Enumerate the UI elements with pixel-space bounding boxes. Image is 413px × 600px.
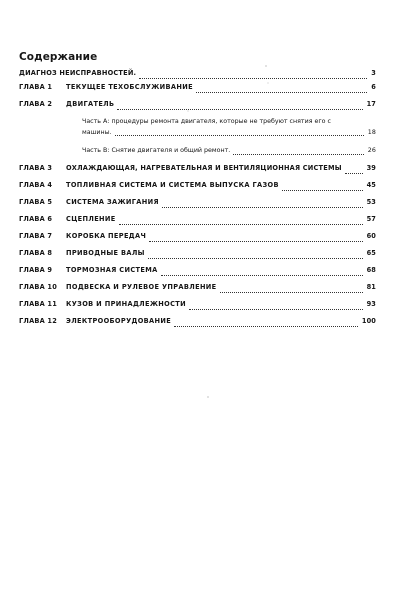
toc-entry-page: 68 — [366, 266, 376, 274]
toc-entry-title: ПОДВЕСКА И РУЛЕВОЕ УПРАВЛЕНИЕ — [66, 283, 217, 291]
toc-entry[interactable] — [19, 83, 376, 95]
toc-entry-page: 57 — [366, 215, 376, 223]
toc-entry-page: 53 — [366, 198, 376, 206]
toc-entry-page: 100 — [361, 317, 376, 325]
toc-entry[interactable] — [19, 232, 376, 244]
dot-leader — [162, 201, 363, 208]
dot-leader — [282, 184, 363, 191]
toc-entry-chapter: ГЛАВА 1 — [19, 83, 53, 91]
dot-leader — [117, 103, 362, 110]
toc-entry[interactable] — [19, 266, 376, 278]
toc-entry-chapter: ГЛАВА 6 — [19, 215, 53, 223]
toc-entry-title: ЭЛЕКТРООБОРУДОВАНИЕ — [66, 317, 172, 325]
toc-entry-chapter: ГЛАВА 7 — [19, 232, 53, 240]
toc-entry-chapter: ГЛАВА 5 — [19, 198, 53, 206]
toc-entry-title: КУЗОВ И ПРИНАДЛЕЖНОСТИ — [66, 300, 186, 308]
toc-entry-chapter: ГЛАВА 9 — [19, 266, 53, 274]
toc-entry-page: 39 — [366, 164, 376, 172]
toc-entry-chapter: ГЛАВА 4 — [19, 181, 53, 189]
toc-entry-title: ТОРМОЗНАЯ СИСТЕМА — [66, 266, 158, 274]
toc-entry[interactable] — [19, 300, 376, 312]
toc-entry-page: 60 — [366, 232, 376, 240]
dot-leader — [174, 320, 358, 327]
toc-entry-page: 45 — [366, 181, 376, 189]
toc-entry-page: 6 — [371, 83, 376, 91]
toc-heading: Содержание — [19, 51, 98, 63]
toc-entry-page: 81 — [366, 283, 376, 291]
toc-subentry-page: 18 — [367, 128, 376, 136]
toc-entry-page: 17 — [366, 100, 376, 108]
dot-leader — [220, 286, 363, 293]
toc-entry-page: 65 — [366, 249, 376, 257]
toc-subentry-title: Часть А: процедуры ремонта двигателя, которые не требуют снятия его с — [82, 118, 331, 125]
dot-leader — [115, 129, 364, 136]
toc-entry-chapter: ГЛАВА 12 — [19, 317, 57, 325]
toc-entry-title: СЦЕПЛЕНИЕ — [66, 215, 116, 223]
toc-entry[interactable] — [19, 249, 376, 261]
toc-entry[interactable] — [19, 100, 376, 112]
toc-entry-chapter: ГЛАВА 10 — [19, 283, 57, 291]
dot-leader — [196, 86, 367, 93]
toc-entry-chapter: ГЛАВА 8 — [19, 249, 53, 257]
toc-entry[interactable] — [19, 198, 376, 210]
toc-entry-chapter: ГЛАВА 11 — [19, 300, 57, 308]
toc-entry[interactable] — [19, 317, 376, 329]
toc-entry-title: ТОПЛИВНАЯ СИСТЕМА И СИСТЕМА ВЫПУСКА ГАЗОВ — [66, 181, 279, 189]
dot-leader — [139, 72, 367, 79]
dot-leader — [149, 235, 362, 242]
toc-entry[interactable] — [19, 164, 376, 176]
dot-leader — [189, 303, 363, 310]
toc-entry-title: ДВИГАТЕЛЬ — [66, 100, 115, 108]
dot-leader — [233, 148, 363, 155]
toc-entry-title: КОРОБКА ПЕРЕДАЧ — [66, 232, 147, 240]
toc-entry-title: ДИАГНОЗ НЕИСПРАВНОСТЕЙ. — [19, 69, 137, 77]
toc-entry-title: ОХЛАЖДАЮЩАЯ, НАГРЕВАТЕЛЬНАЯ И ВЕНТИЛЯЦИОННАЯ СИСТЕМЫ — [66, 164, 342, 172]
toc-entry[interactable] — [19, 215, 376, 227]
toc-entry-page: 93 — [366, 300, 376, 308]
toc-entry[interactable] — [19, 283, 376, 295]
toc-entry-chapter: ГЛАВА 3 — [19, 164, 53, 172]
toc-subentry-title: Часть В: Снятие двигателя и общий ремонт. — [82, 147, 231, 154]
toc-subentry-title-continued: машины. — [82, 128, 112, 136]
toc-entry-title: ТЕКУЩЕЕ ТЕХОБСЛУЖИВАНИЕ — [66, 83, 193, 91]
toc-entry-page: 3 — [371, 69, 376, 77]
toc-subentry-page: 26 — [367, 147, 376, 154]
toc-entry-title: СИСТЕМА ЗАЖИГАНИЯ — [66, 198, 159, 206]
dot-leader — [148, 252, 363, 259]
toc-entry-chapter: ГЛАВА 2 — [19, 100, 53, 108]
toc-subentry[interactable] — [82, 117, 376, 138]
toc-entry[interactable] — [19, 181, 376, 193]
dot-leader — [345, 167, 363, 174]
dot-leader — [161, 269, 363, 276]
toc-subentry[interactable] — [82, 146, 376, 157]
dot-leader — [119, 218, 363, 225]
toc-entry-title: ПРИВОДНЫЕ ВАЛЫ — [66, 249, 145, 257]
toc-entry[interactable] — [19, 69, 376, 81]
